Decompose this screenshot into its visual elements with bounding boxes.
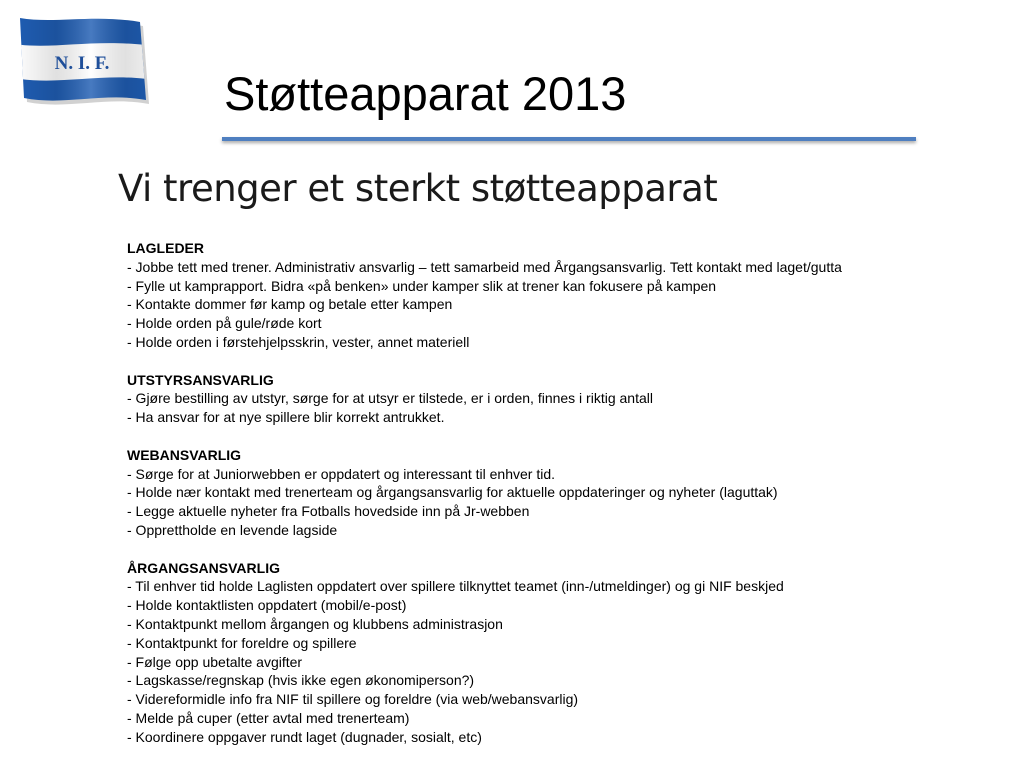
- section-heading: ÅRGANGSANSVARLIG: [127, 559, 280, 576]
- list-item: - Kontaktpunkt mellom årgangen og klubbens administrasjon: [127, 615, 503, 632]
- section-lagleder: [127, 239, 1007, 352]
- list-item: - Til enhver tid holde Laglisten oppdatert over spillere tilknyttet teamet (inn-/utmeldinger) og gi NIF beskjed: [127, 578, 784, 595]
- slide-title: Støtteapparat 2013: [224, 67, 627, 120]
- section-heading: WEBANSVARLIG: [127, 446, 242, 463]
- list-item: - Holde orden i førstehjelpsskrin, vester, annet materiell: [127, 333, 470, 350]
- list-item: - Fylle ut kamprapport. Bidra «på benken» under kamper slik at trener kan fokusere på kampen: [127, 277, 717, 294]
- list-item: - Sørge for at Juniorwebben er oppdatert og interessant til enhver tid.: [127, 465, 556, 482]
- section-heading: LAGLEDER: [127, 240, 204, 256]
- list-item: - Jobbe tett med trener. Administrativ ansvarlig – tett samarbeid med Årgangsansvarlig. Tett kontakt med laget/gutta: [127, 258, 842, 275]
- list-item: - Opprettholde en levende lagside: [127, 521, 338, 538]
- list-item: - Legge aktuelle nyheter fra Fotballs hovedside inn på Jr-webben: [127, 503, 530, 520]
- list-item: - Kontaktpunkt for foreldre og spillere: [127, 634, 357, 651]
- section-argangsansvarlig: [127, 559, 1007, 747]
- section-utstyrsansvarlig: [127, 371, 1007, 427]
- slide-subtitle: Vi trenger et sterkt støtteapparat: [118, 167, 718, 210]
- title-divider: [222, 137, 916, 141]
- list-item: - Melde på cuper (etter avtal med trenerteam): [127, 709, 410, 726]
- list-item: - Koordinere oppgaver rundt laget (dugnader, sosialt, etc): [127, 728, 482, 745]
- list-item: - Ha ansvar for at nye spillere blir korrekt antrukket.: [127, 409, 445, 426]
- list-item: - Følge opp ubetalte avgifter: [127, 653, 303, 670]
- list-item: - Videreformidle info fra NIF til spillere og foreldre (via web/webansvarlig): [127, 691, 579, 708]
- section-heading: UTSTYRSANSVARLIG: [127, 371, 274, 388]
- list-item: - Holde nær kontakt med trenerteam og årgangsansvarlig for aktuelle oppdateringer og nyheter (laguttak): [127, 484, 778, 501]
- list-item: - Holde kontaktlisten oppdatert (mobil/e-post): [127, 597, 407, 614]
- nif-flag-logo: [14, 14, 154, 108]
- section-webansvarlig: [127, 446, 1007, 540]
- list-item: - Kontakte dommer før kamp og betale etter kampen: [127, 296, 453, 313]
- list-item: - Gjøre bestilling av utstyr, sørge for at utsyr er tilstede, er i orden, finnes i riktig antall: [127, 390, 653, 407]
- logo-text: N. I. F.: [54, 53, 110, 74]
- flag-graphic: [14, 14, 154, 108]
- list-item: - Holde orden på gule/røde kort: [127, 315, 322, 332]
- responsibilities-list: [127, 239, 1007, 747]
- list-item: - Lagskasse/regnskap (hvis ikke egen økonomiperson?): [127, 672, 475, 689]
